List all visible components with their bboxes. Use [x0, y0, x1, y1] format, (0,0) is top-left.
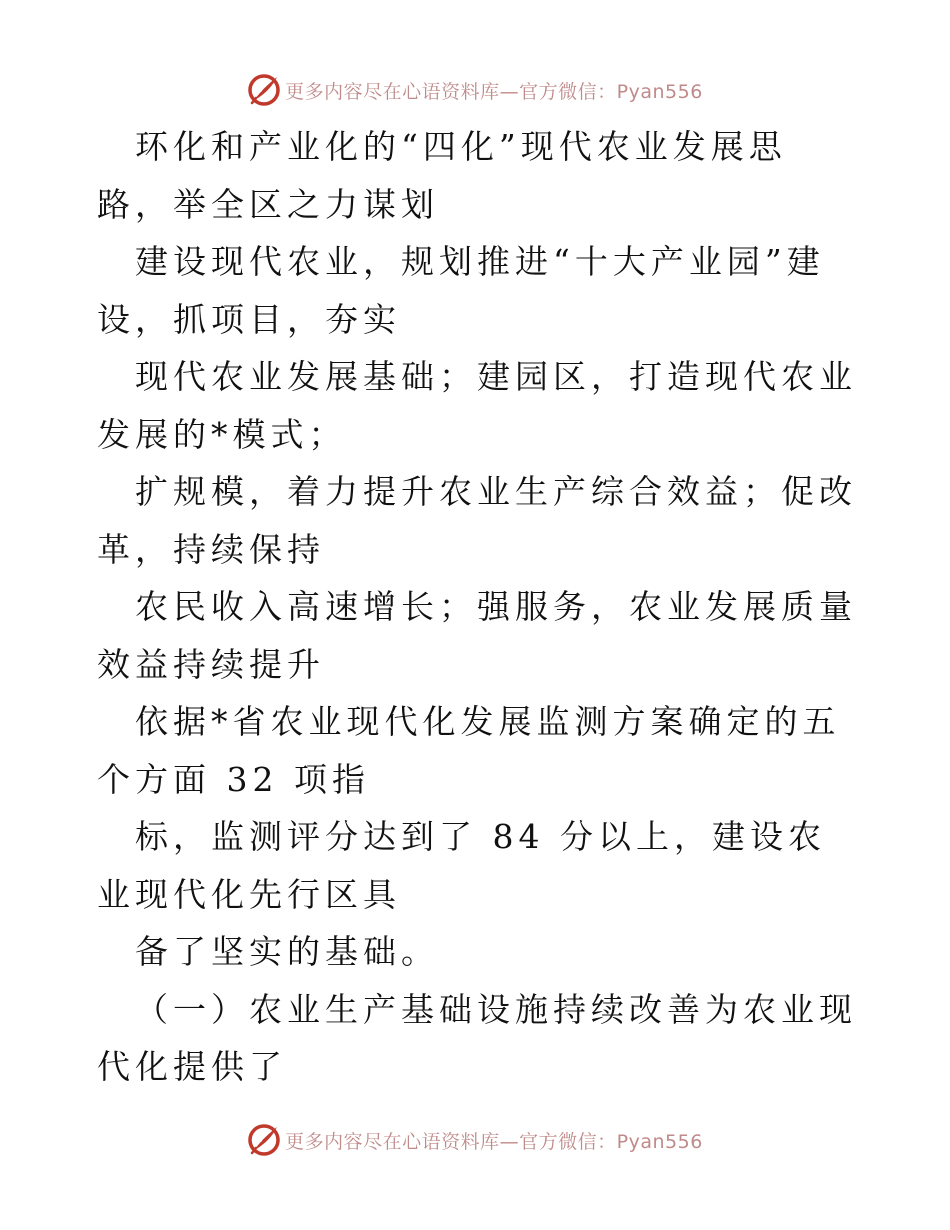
paragraph-9: （一）农业生产基础设施持续改善为农业现代化提供了: [97, 989, 857, 1086]
paragraph-4: 扩规模，着力提升农业生产综合效益；促改革，持续保持: [97, 472, 857, 569]
footer-watermark-banner: [0, 1120, 950, 1160]
document-body: [97, 118, 857, 1096]
footer-watermark-text: 更多内容尽在心语资料库—官方微信：Pyan556: [285, 1130, 703, 1153]
paragraph-6: 依据*省农业现代化发展监测方案确定的五个方面 32 项指: [97, 702, 841, 799]
paragraph-8: 备了坚实的基础。: [135, 932, 439, 971]
feather-pen-logo-icon: [247, 1123, 281, 1157]
paragraph-1: 环化和产业化的“四化”现代农业发展思路，举全区之力谋划: [97, 127, 787, 224]
paragraph-5: 农民收入高速增长；强服务，农业发展质量效益持续提升: [97, 587, 857, 684]
paragraph-2: 建设现代农业，规划推进“十大产业园”建设，抓项目，夯实: [97, 242, 825, 339]
paragraph-3: 现代农业发展基础；建园区，打造现代农业发展的*模式；: [97, 357, 857, 454]
header-watermark-banner: [0, 70, 950, 110]
header-watermark-text: 更多内容尽在心语资料库—官方微信：Pyan556: [285, 80, 703, 103]
paragraph-7: 标，监测评分达到了 84 分以上，建设农业现代化先行区具: [97, 817, 826, 914]
feather-pen-logo-icon: [247, 73, 281, 107]
